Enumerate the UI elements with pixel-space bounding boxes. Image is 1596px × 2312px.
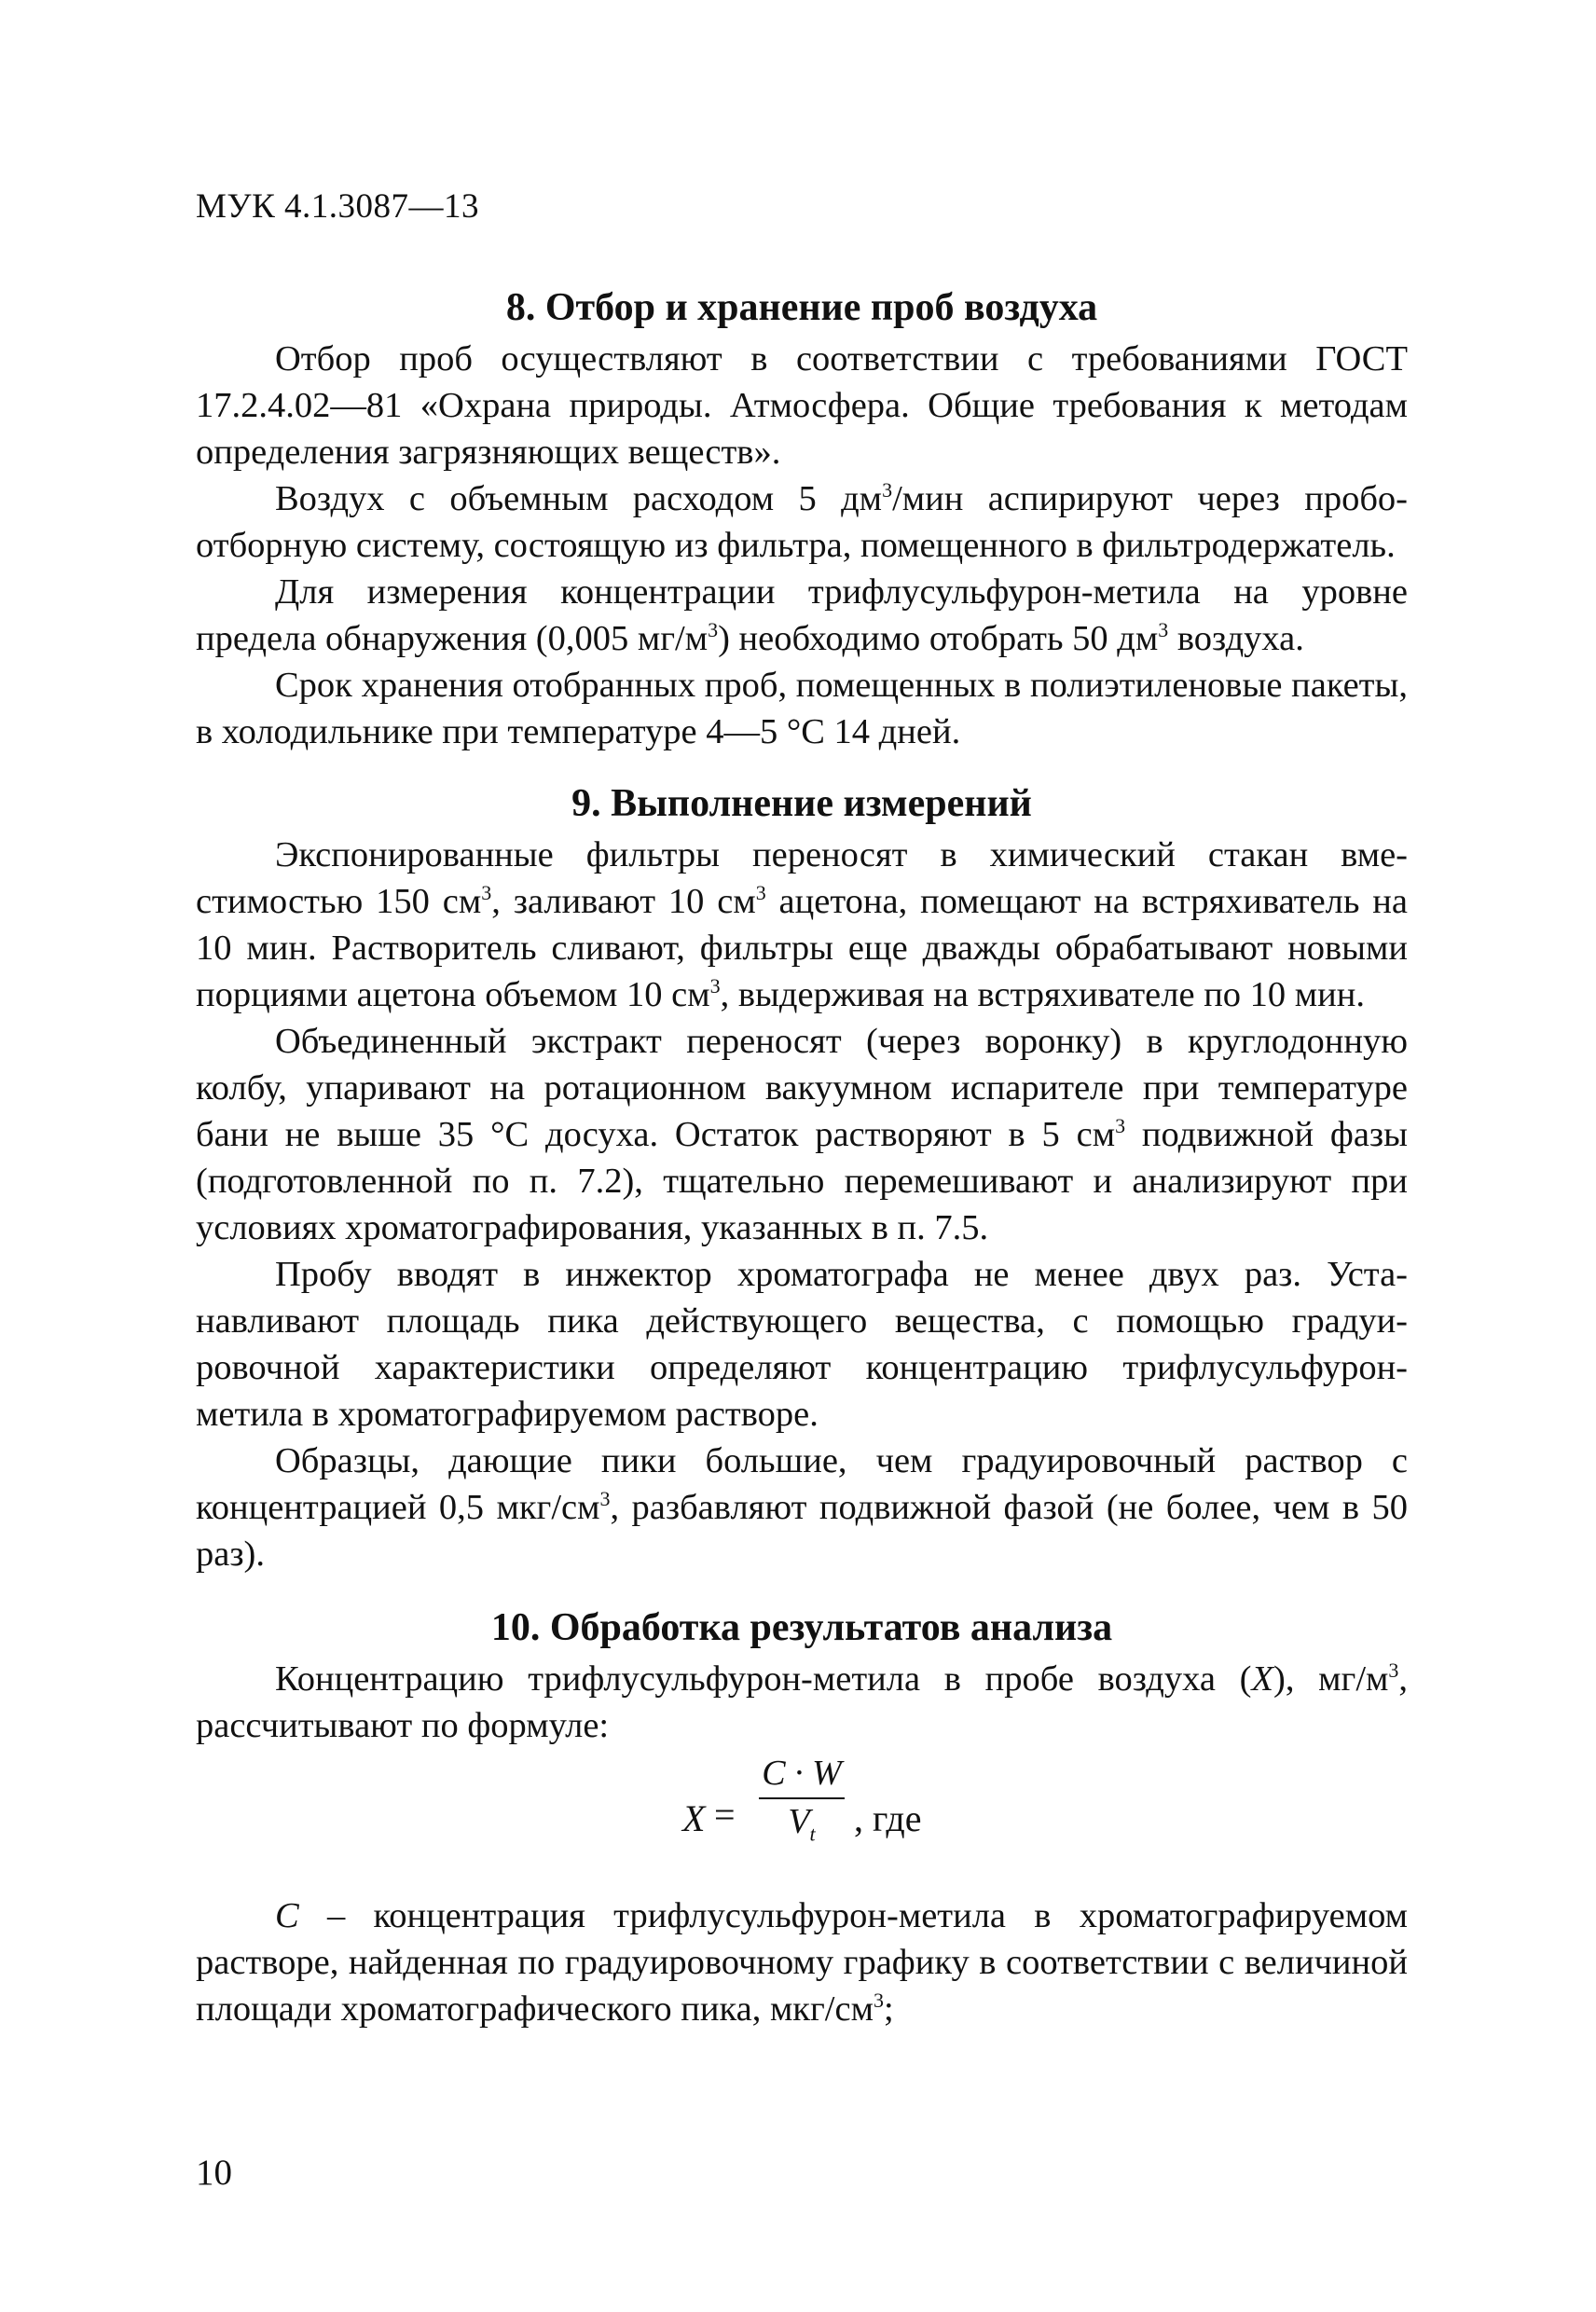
section-9-paragraph-3: Пробу вводят в инжектор хроматографа не менее двух раз. Устанавливают площадь пика действующего вещества, с помощью градуировочной характеристики определяют концентрацию трифлусульфурон-метила в хроматографируемом растворе. xyxy=(196,1255,1408,1434)
formula-suffix: , где xyxy=(854,1797,922,1839)
section-9-paragraph-1: Экспонированные фильтры переносят в химический стакан вместимостью 150 $см^3$, заливают 10 $см^3$ ацетона, помещают на встряхиватель на 10 мин. Растворитель сливают, фильтры еще дважды обрабатывают новыми порциями ацетона объемом 10 $см^3$, выдерживая на встряхивателе по 10 мин. xyxy=(196,835,1408,1014)
formula-equals: = xyxy=(714,1794,736,1836)
section-8-title: 8. Отбор и хранение проб воздуха xyxy=(505,286,1098,329)
formula-lhs: X xyxy=(682,1797,706,1839)
page-content xyxy=(196,270,1408,2032)
section-9-paragraph-2: Объединенный экстракт переносят (через воронку) в круглодонную колбу, упаривают на ротационном вакуумном испарителе при температуре бани не выше 35 °С досуха. Остаток растворяют в 5 $см^3$ подвижной фазы (подготовленной по п. 7.2), тщательно перемешивают и анализируют при условиях хроматографирования, указанных в п. 7.5. xyxy=(196,1022,1408,1247)
section-8-paragraph-2: Воздух с объемным расходом 5 $дм^3$/мин аспирируют через пробоотборную систему, состоящую из фильтра, помещенного в фильтродержатель. xyxy=(196,478,1408,565)
section-10-title: 10. Обработка результатов анализа xyxy=(490,1606,1113,1649)
formula-numerator: C · W xyxy=(762,1754,842,1793)
section-9-paragraph-4: Образцы, дающие пики большие, чем градуировочный раствор с концентрацией 0,5 мкг/$см^3$, разбавляют подвижной фазой (не более, чем в 50 раз). xyxy=(196,1441,1408,1574)
running-header: МУК 4.1.3087—13 xyxy=(196,187,480,226)
section-8-paragraph-4: Срок хранения отобранных проб, помещенных в полиэтиленовые пакеты, в холодильнике при температуре 4—5 °С 14 дней. xyxy=(196,666,1408,751)
section-9-title: 9. Выполнение измерений xyxy=(571,782,1032,825)
section-8-paragraph-1: Отбор проб осуществляют в соответствии с требованиями ГОСТ 17.2.4.02—81 «Охрана природы. Атмосфера. Общие требования к методам определения загрязняющих веществ». xyxy=(196,339,1408,472)
formula-fraction xyxy=(755,1753,848,1857)
page-number: 10 xyxy=(196,2153,232,2193)
section-8-paragraph-3: Для измерения концентрации трифлусульфурон-метила на уровне предела обнаружения (0,005 $мг/м^3$) необходимо отобрать 50 $дм^3$ воздуха. xyxy=(196,572,1408,658)
concentration-formula xyxy=(196,1753,1408,1892)
formula-denominator: $V_t$ xyxy=(788,1802,816,1846)
definition-c: C – концентрация трифлусульфурон-метила в хроматографируемом растворе, найденная по градуировочному графику в соответствии с величиной площади хроматографического пика, мкг/$см^3$; xyxy=(196,1896,1408,2029)
section-10-paragraph-1: Концентрацию трифлусульфурон-метила в пробе воздуха (X), $мг/м^3$, рассчитывают по формуле: xyxy=(196,1658,1408,1745)
